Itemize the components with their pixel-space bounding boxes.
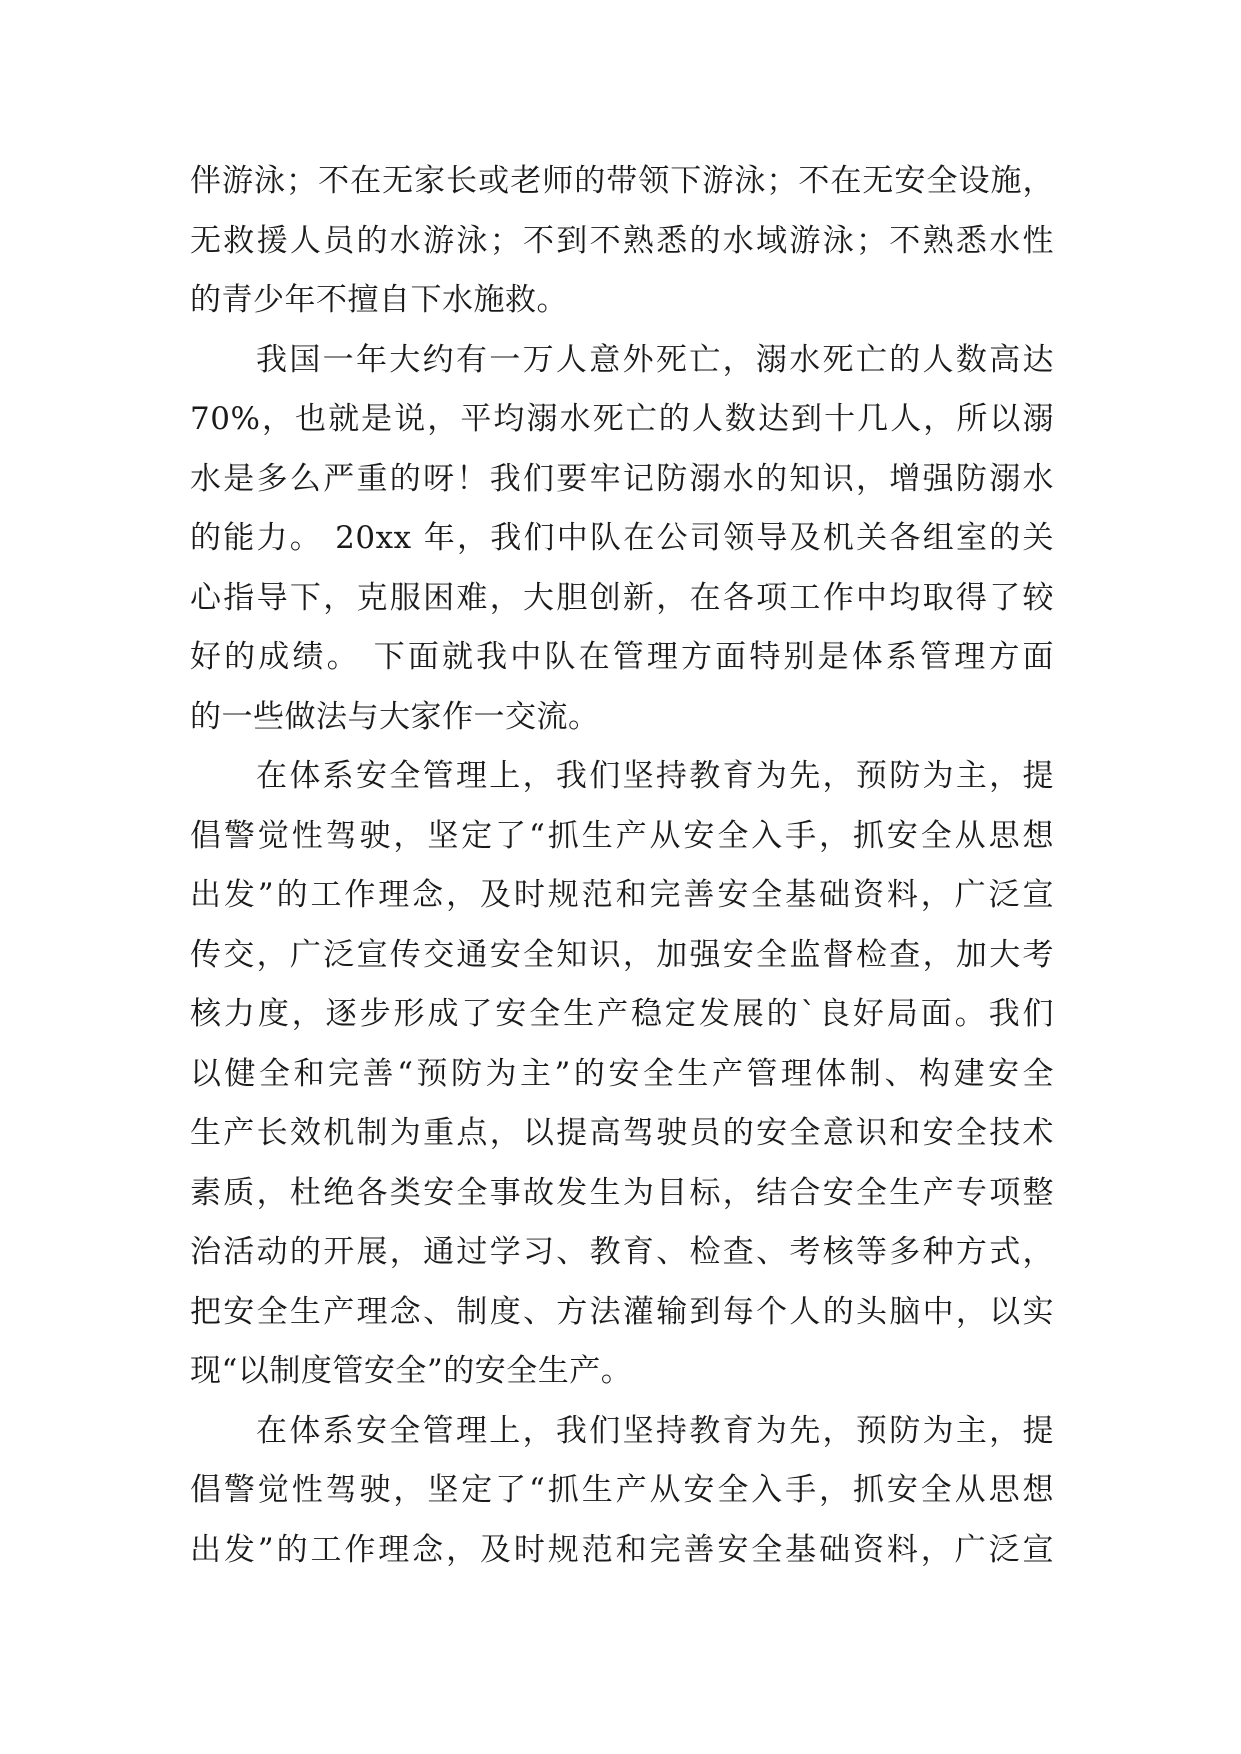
text-line: 倡警觉性驾驶，坚定了“抓生产从安全入手，抓安全从思想 bbox=[190, 1472, 1054, 1508]
text-line: 的能力。 20xx 年，我们中队在公司领导及机关各组室的关 bbox=[190, 520, 1054, 556]
text-line: 心指导下，克服困难，大胆创新，在各项工作中均取得了较 bbox=[190, 579, 1054, 616]
text-line: 倡警觉性驾驶，坚定了“抓生产从安全入手，抓安全从思想 bbox=[190, 817, 1054, 854]
paragraph-4 bbox=[190, 1402, 1054, 1581]
text-line: 的青少年不擅自下水施救。 bbox=[190, 282, 568, 318]
text-line: 在体系安全管理上，我们坚持教育为先，预防为主，提 bbox=[256, 1412, 1054, 1449]
text-line: 水是多么严重的呀！我们要牢记防溺水的知识，增强防溺水 bbox=[190, 460, 1054, 497]
text-line: 以健全和完善“预防为主”的安全生产管理体制、构建安全 bbox=[190, 1055, 1054, 1092]
document-body bbox=[190, 152, 1054, 1580]
text-line: 传交，广泛宣传交通安全知识，加强安全监督检查，加大考 bbox=[190, 936, 1054, 973]
text-line: 无救援人员的水游泳；不到不熟悉的水域游泳；不熟悉水性 bbox=[190, 222, 1054, 259]
text-line: 素质，杜绝各类安全事故发生为目标，结合安全生产专项整 bbox=[190, 1174, 1054, 1211]
text-line: 在体系安全管理上，我们坚持教育为先，预防为主，提 bbox=[256, 758, 1054, 794]
text-line: 好的成绩。 下面就我中队在管理方面特别是体系管理方面 bbox=[190, 639, 1054, 675]
paragraph-1 bbox=[190, 152, 1054, 331]
text-line: 生产长效机制为重点，以提高驾驶员的安全意识和安全技术 bbox=[190, 1115, 1054, 1151]
text-line: 我国一年大约有一万人意外死亡，溺水死亡的人数高达 bbox=[256, 341, 1054, 378]
text-line: 70%，也就是说，平均溺水死亡的人数达到十几人，所以溺 bbox=[190, 401, 1054, 437]
text-line: 核力度，逐步形成了安全生产稳定发展的`良好局面。我们 bbox=[190, 996, 1054, 1032]
text-line: 出发”的工作理念，及时规范和完善安全基础资料，广泛宣 bbox=[190, 877, 1054, 913]
text-line: 治活动的开展，通过学习、教育、检查、考核等多种方式， bbox=[190, 1234, 1054, 1270]
text-line: 把安全生产理念、制度、方法灌输到每个人的头脑中，以实 bbox=[190, 1293, 1054, 1330]
paragraph-3 bbox=[190, 747, 1054, 1402]
text-line: 现“以制度管安全”的安全生产。 bbox=[190, 1353, 633, 1389]
text-line: 伴游泳；不在无家长或老师的带领下游泳；不在无安全设施， bbox=[190, 163, 1054, 199]
paragraph-2 bbox=[190, 331, 1054, 748]
text-line: 出发”的工作理念，及时规范和完善安全基础资料，广泛宣 bbox=[190, 1531, 1054, 1568]
text-line: 的一些做法与大家作一交流。 bbox=[190, 698, 600, 735]
